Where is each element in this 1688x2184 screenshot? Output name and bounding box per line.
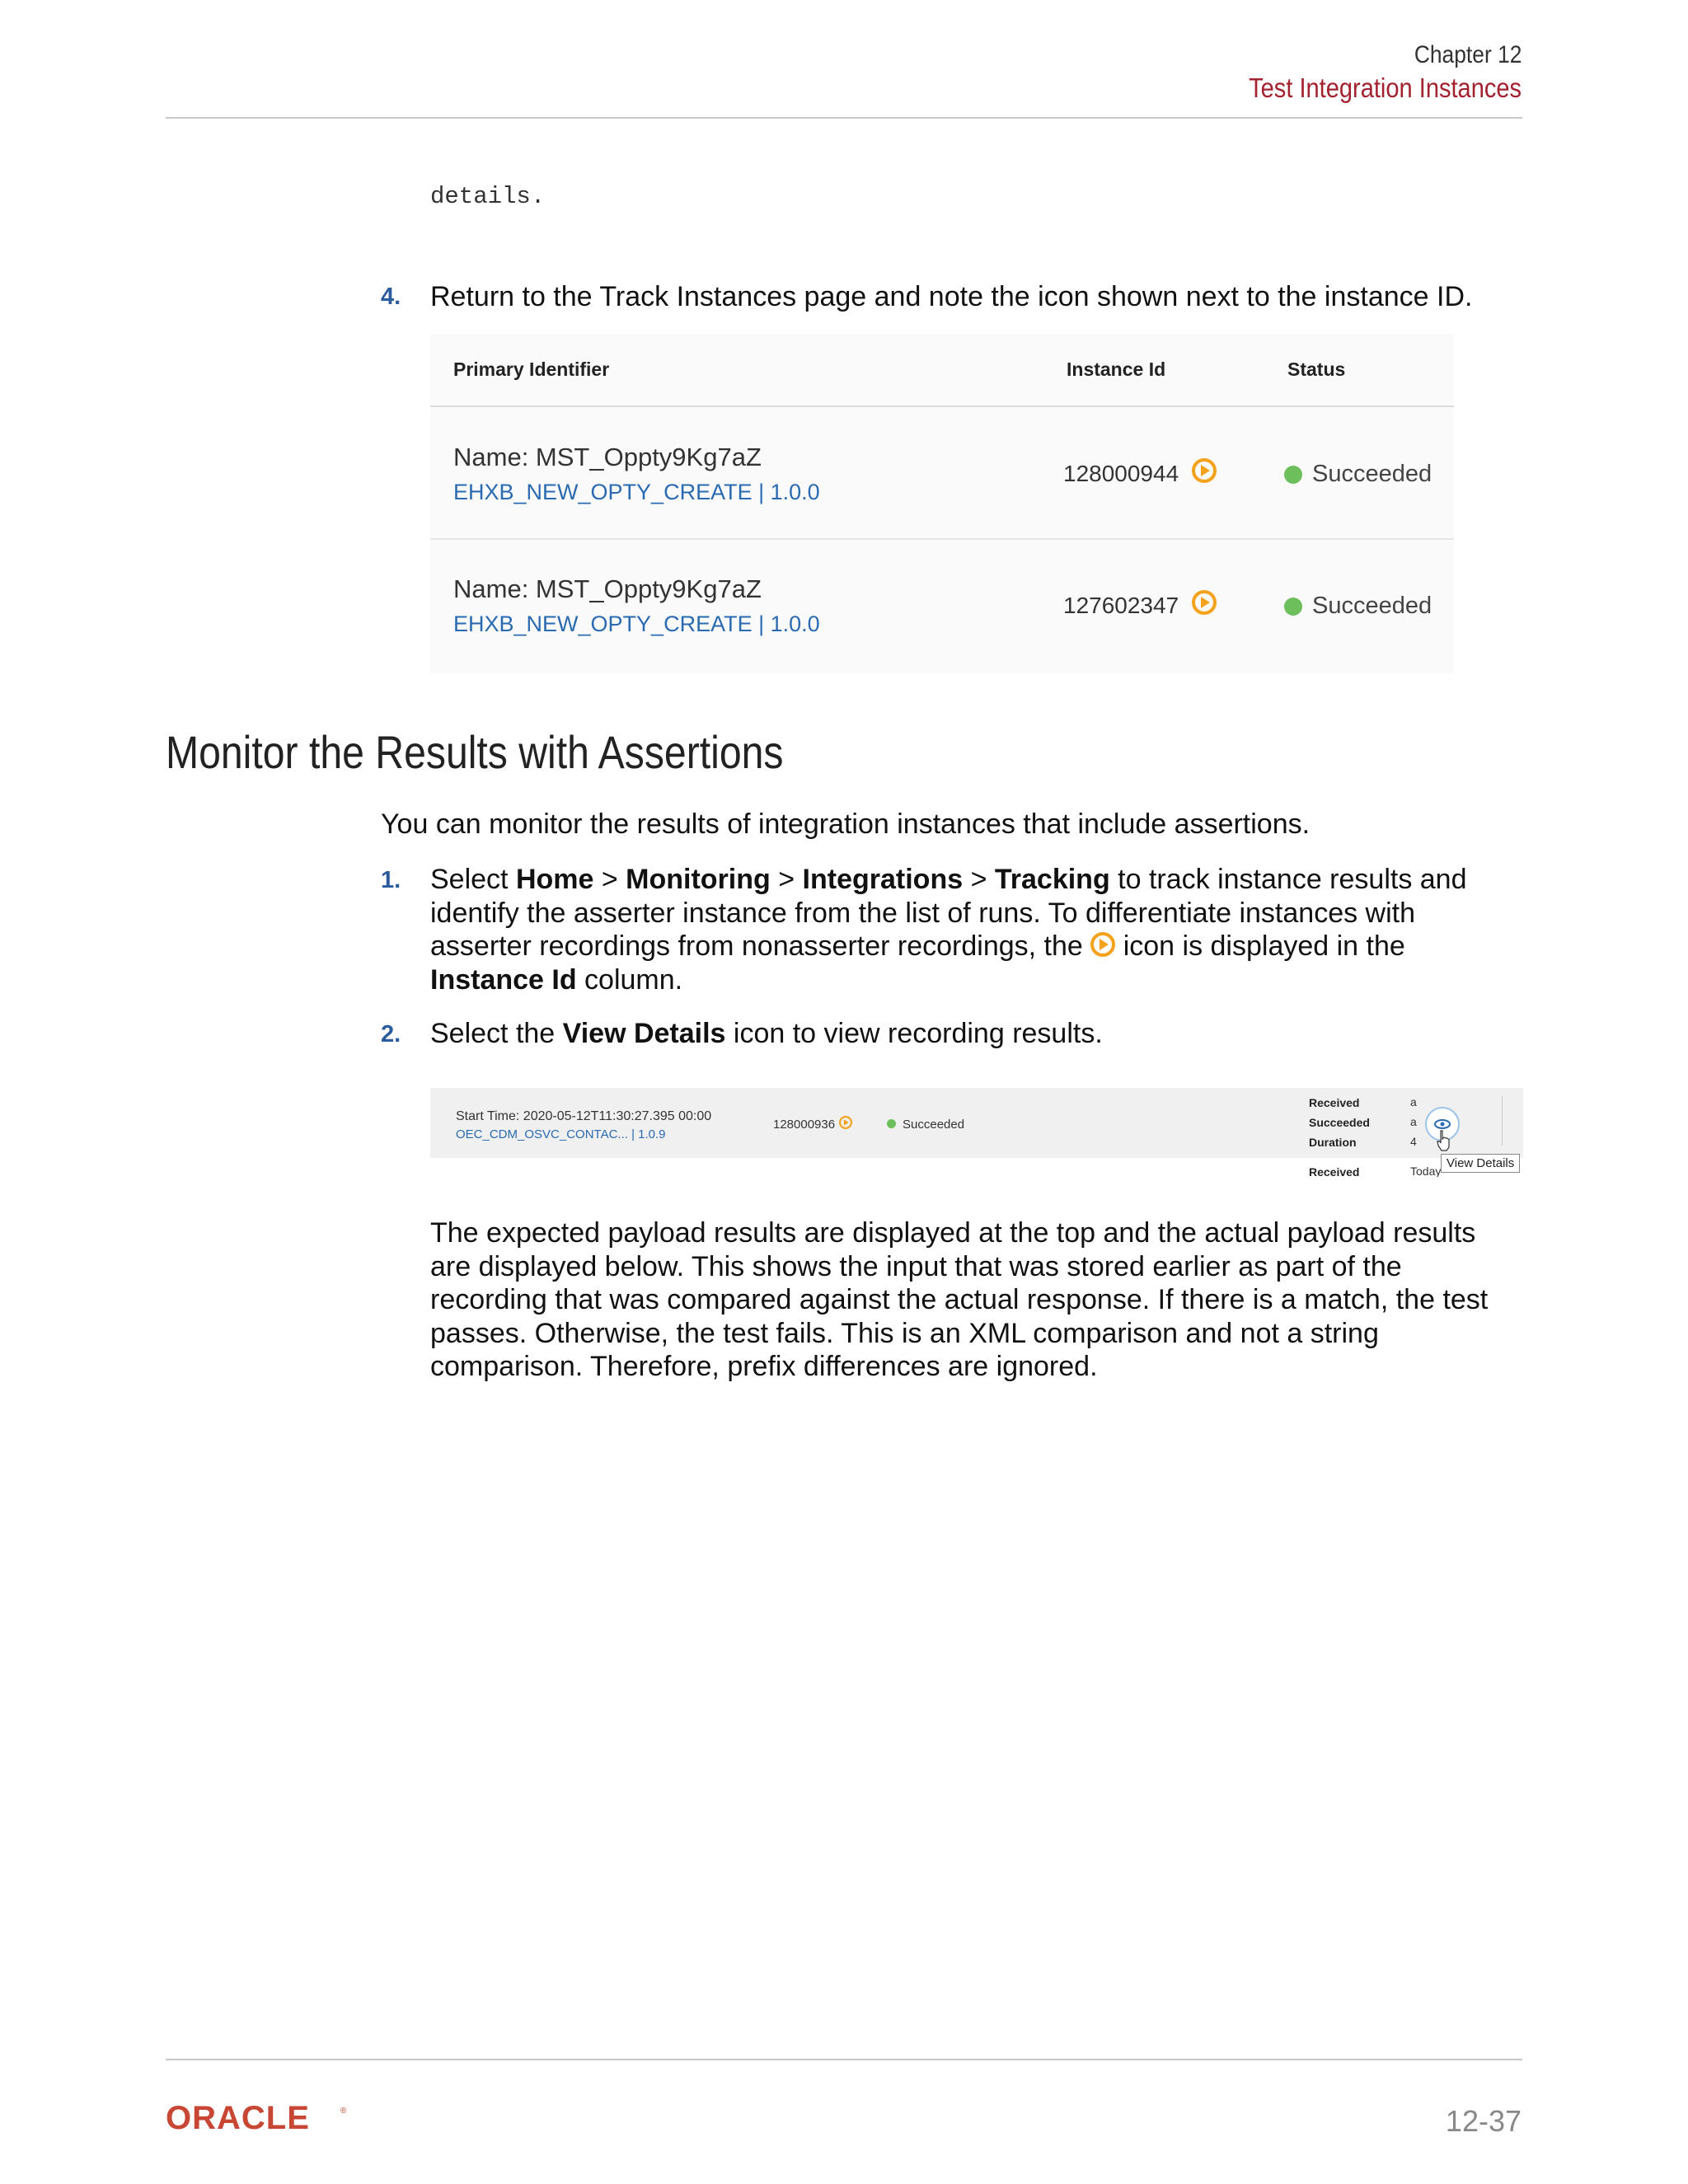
detail-value: Today [1410,1165,1442,1177]
instance-id[interactable]: 128000936 [773,1118,836,1132]
detail-label: Duration [1309,1136,1357,1149]
menu-path-tracking: Tracking [994,864,1110,895]
column-header-primary-identifier: Primary Identifier [453,359,610,380]
row-name: Name: MST_Oppty9Kg7aZ [453,574,762,603]
svg-text:®: ® [340,2107,347,2116]
row-instance-id[interactable]: 127602347 [1063,593,1179,618]
row-divider [430,538,1454,540]
row-instance-id[interactable]: 128000944 [1063,461,1179,486]
section-intro: You can monitor the results of integration instances that include assertions. [381,808,1311,840]
table-header-divider [430,405,1454,407]
row-integration-link[interactable]: EHXB_NEW_OPTY_CREATE | 1.0.0 [453,612,820,636]
header-divider [166,117,1522,119]
view-details-label: View Details [562,1018,726,1049]
success-status-icon [887,1119,896,1128]
integration-link[interactable]: OEC_CDM_OSVC_CONTAC... | 1.0.9 [456,1127,666,1141]
asserter-play-icon [1090,932,1115,957]
detail-value: a [1410,1115,1417,1128]
asserter-play-icon [1192,590,1217,615]
section-heading: Monitor the Results with Assertions [166,726,784,778]
step-number: 2. [381,1021,401,1047]
start-time: Start Time: 2020-05-12T11:30:27.395 00:00 [456,1109,712,1123]
success-status-icon [1284,466,1302,484]
svg-text:ORACLE: ORACLE [166,2103,310,2133]
detail-label: Succeeded [1309,1116,1370,1129]
row-name: Name: MST_Oppty9Kg7aZ [453,443,762,471]
view-details-tooltip: View Details [1441,1154,1520,1173]
column-header-instance-id: Instance Id [1067,359,1166,380]
column-header-status: Status [1287,359,1346,380]
chapter-label: Chapter 12 [1414,41,1522,68]
detail-value: a [1410,1095,1417,1108]
success-status-icon [1284,598,1302,616]
detail-label: Received [1309,1165,1360,1177]
row-status: Succeeded [1312,461,1432,487]
result-paragraph: The expected payload results are displayed at the top and the actual payload results are displayed below. This shows the input that was stored earlier as part of the recording that was compared against the actual response. If there is a match, the test passes. Otherwise, the test fails. This is an XML comparison and not a string comparison. Therefore, prefix differences are ignored. [430,1217,1489,1382]
step-text: Select Home > Monitoring > Integrations > Tracking to track instance results and identify the asserter instance from the list of runs. To differentiate instances with asserter recordings from nonasserter recordings, the icon is displayed in the Instance Id column. [430,864,1467,996]
asserter-play-icon [839,1116,852,1129]
menu-path-integrations: Integrations [802,864,964,895]
menu-path-monitoring: Monitoring [626,864,771,895]
step-text: Select the View Details icon to view recording results. [430,1018,1103,1049]
detail-value: 4 [1410,1135,1417,1148]
row-integration-link[interactable]: EHXB_NEW_OPTY_CREATE | 1.0.0 [453,480,820,504]
row-status: Succeeded [1312,593,1432,619]
intro-fragment: details. [430,183,546,210]
step-text: Return to the Track Instances page and note the icon shown next to the instance ID. [430,281,1473,312]
oracle-logo [166,2103,350,2137]
track-instances-screenshot [430,334,1454,673]
step-number: 4. [381,284,401,310]
detail-label: Received [1309,1096,1360,1109]
hand-cursor-icon [1436,1129,1452,1152]
column-name-instance-id: Instance Id [430,963,577,996]
column-divider [1502,1096,1503,1146]
page-number: 12-37 [1445,2104,1522,2138]
step-number: 1. [381,867,401,893]
section-name: Test Integration Instances [1249,73,1522,103]
asserter-play-icon [1192,458,1217,483]
menu-path-home: Home [515,864,594,895]
tracking-row-screenshot [430,1088,1523,1177]
status-text: Succeeded [903,1118,965,1132]
footer-divider [166,2059,1522,2060]
